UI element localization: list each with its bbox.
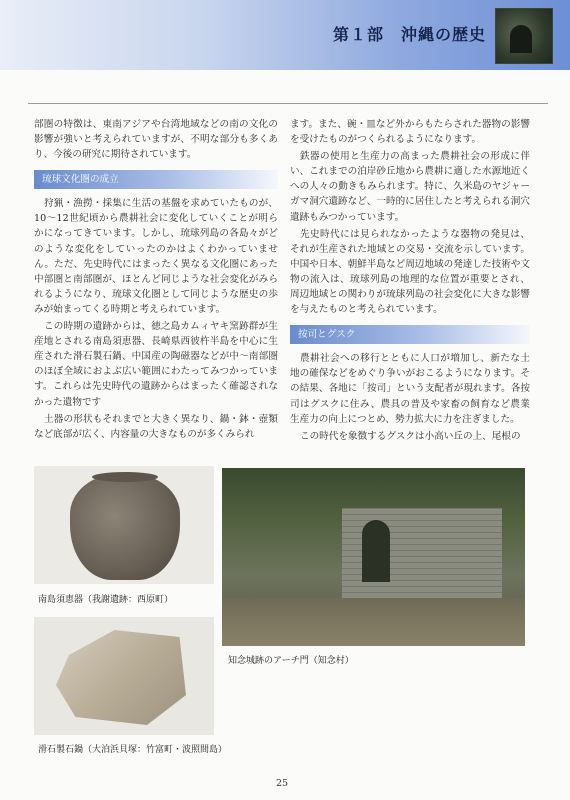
left-text-column: [34, 117, 278, 444]
castle-gate-photo: [222, 468, 525, 646]
right-paragraph-4: 農耕社会への移行とともに人口が増加し、新たな土地の確保などをめぐり争いがおこるようになります。その結果、各地に「按司」という支配者が現れます。各按司はグスクに住み、農具の普及や家畜の飼育など農業生産力の向上につとめ、勢力拡大に力を注ぎました。: [290, 353, 530, 425]
left-paragraph-4: 土器の形状もそれまでと大きく異なり、鍋・鉢・壺類など底部が広く、内容量の大きなものが多くみられ: [34, 413, 278, 440]
stone-pot-caption: 滑石製石鍋（大泊浜貝塚：竹富町・波照間島）: [38, 745, 228, 755]
page-number: 25: [276, 778, 289, 789]
right-paragraph-1: ます。また、碗・皿など外からもたらされた器物の影響を受けたものがつくられるようになります。: [290, 119, 530, 146]
left-paragraph-3: この時期の遺跡からは、徳之島カムィヤキ窯跡群が生産地とされる南島須恵器、長崎県西彼杵半島を中心に生産された滑石製石鍋、中国産の陶磁器などが中～南部圏のほぼ全域におよぶ広い範囲にわたってみつかっています。これらは先史時代の遺跡からはまったく確認されなかった遺物です: [34, 321, 278, 408]
left-paragraph-2: 狩猟・漁撈・採集に生活の基盤を求めていたものが、10～12世紀頃から農耕社会に変化していくことが明らかになってきています。しかし、琉球列島の各島々がどのような変化をしていったのかはよくわかっていません。ただ、先史時代にはまったく異なる文化圏にあった中部圏と南部圏が、ほとんど同じような社会変化がみられるようになり、琉球文化圏として同じような歴史の歩みが始まってくる時期と考えられています。: [34, 198, 278, 315]
right-paragraph-2: 鉄器の使用と生産力の高まった農耕社会の形成に伴い、これまでの泊岸砂丘地から農耕に適した水源地近くへの人々の動きもみられます。特に、久米島のヤジャーガマ洞穴遺跡など、一時的に居住したと考えられる洞穴遺跡もみつかっています。: [290, 151, 530, 223]
left-paragraph-1: 部圏の特徴は、東南アジアや台湾地域などの南の文化の影響が強いと考えられていますが、不明な部分も多くあり、今後の研究に期待されています。: [34, 119, 278, 161]
castle-arch-gate: [362, 520, 390, 582]
right-paragraph-5: この時代を象徴するグスクは小高い丘の上、尾根の: [300, 430, 521, 442]
section-heading-ryukyu-culture: 琉球文化圏の成立: [34, 170, 278, 189]
pottery-jar-image: [70, 474, 180, 580]
stone-pot-fragment-image: [56, 625, 186, 725]
header-thumbnail-image: [495, 8, 553, 64]
stone-pot-photo: [34, 617, 214, 735]
header-divider: [28, 103, 548, 104]
castle-caption: 知念城跡のアーチ門（知念村）: [228, 656, 354, 666]
section-heading-aji-gusuku: 按司とグスク: [290, 325, 530, 344]
right-paragraph-3: 先史時代には見られなかったような器物の発見は、それが生産された地域との交易・交流を示しています。中国や日本、朝鮮半島など周辺地域の発達した技術や文物の流入は、琉球列島の地理的な位置が重要とされ、周辺地域との関わりが琉球列島の社会変化に大きな影響を与えたものと考えられています。: [290, 228, 530, 316]
pottery-caption: 南島須恵器（我謝遺跡：西原町）: [38, 595, 174, 605]
castle-ground: [222, 598, 525, 646]
right-text-column: [290, 117, 530, 446]
pottery-photo: [34, 466, 214, 584]
chapter-title: 第１部 沖縄の歴史: [332, 25, 486, 44]
